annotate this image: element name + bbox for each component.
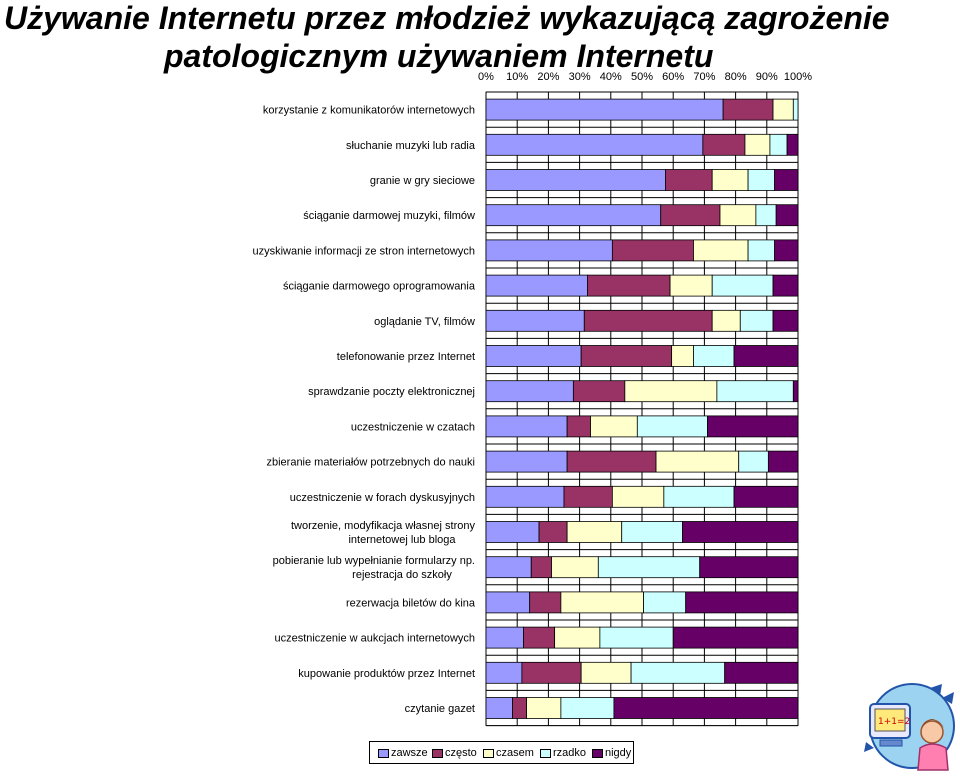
bar-segment-rzadko	[664, 486, 734, 507]
legend-swatch-zawsze	[378, 749, 389, 758]
bar-segment-czasem	[625, 381, 717, 402]
bar-segment-czasem	[712, 170, 748, 191]
bar-segment-zawsze	[486, 662, 522, 683]
category-label-line: rejestracja do szkoły	[352, 569, 452, 582]
bar-segment-nigdy	[708, 416, 798, 437]
category-label: uzyskiwanie informacji ze stron internetowych	[252, 245, 475, 258]
bar-segment-nigdy	[768, 451, 798, 472]
bar-segment-zawsze	[486, 134, 703, 155]
bar-segment-rzadko	[793, 99, 798, 120]
bar-segment-nigdy	[683, 522, 798, 543]
bar-segment-rzadko	[598, 557, 699, 578]
bar-segment-rzadko	[693, 346, 734, 367]
bar-segment-zawsze	[486, 451, 567, 472]
chart-legend	[369, 741, 634, 764]
bar-segment-często	[584, 310, 712, 331]
bar-segment-nigdy	[775, 170, 798, 191]
legend-label-rzadko: rzadko	[553, 747, 587, 759]
bar-segment-rzadko	[717, 381, 793, 402]
bar-segment-czasem	[555, 627, 600, 648]
bar-segment-zawsze	[486, 310, 584, 331]
category-label: czytanie gazet	[404, 703, 475, 715]
bar-segment-często	[612, 240, 693, 261]
legend-item-zawsze	[378, 747, 428, 759]
bar-segment-rzadko	[631, 662, 725, 683]
bar-segment-rzadko	[637, 416, 707, 437]
bar-segment-zawsze	[486, 170, 665, 191]
x-tick-label: 40%	[599, 71, 622, 83]
bar-segment-czasem	[773, 99, 793, 120]
bar-segment-czasem	[561, 592, 644, 613]
category-label-line: pobieranie lub wypełnianie formularzy np.	[272, 555, 475, 568]
bar-segment-zawsze	[486, 486, 564, 507]
category-label: kupowanie produktów przez Internet	[298, 667, 475, 680]
bar-segment-nigdy	[673, 627, 798, 648]
bar-segment-często	[587, 275, 670, 296]
category-label-line: tworzenie, modyfikacja własnej strony	[290, 520, 475, 532]
category-label: uczestniczenie w forach dyskusyjnych	[289, 491, 475, 504]
bar-segment-często	[564, 486, 612, 507]
legend-label-czesto: często	[445, 747, 477, 759]
bar-segment-zawsze	[486, 416, 567, 437]
bar-segment-często	[539, 522, 567, 543]
bar-segment-nigdy	[700, 557, 798, 578]
bar-segment-nigdy	[734, 346, 798, 367]
x-tick-label: 90%	[755, 71, 778, 83]
category-label: oglądanie TV, filmów	[374, 315, 475, 328]
bar-segment-często	[581, 346, 671, 367]
bar-segment-zawsze	[486, 592, 530, 613]
child-at-computer-clipart	[860, 682, 956, 774]
legend-item-nigdy	[592, 747, 631, 759]
legend-swatch-czesto	[432, 749, 443, 758]
bar-segment-nigdy	[787, 134, 798, 155]
legend-label-zawsze: zawsze	[391, 747, 428, 759]
bar-segment-nigdy	[775, 240, 798, 261]
bar-segment-zawsze	[486, 557, 531, 578]
category-label: zbieranie materiałów potrzebnych do nauki	[266, 456, 475, 469]
bar-segment-nigdy	[776, 205, 798, 226]
slide-title-line-1: Używanie Internetu przez młodzież wykazującą zagrożenie	[4, 0, 890, 36]
bar-segment-nigdy	[773, 275, 798, 296]
category-label: korzystanie z komunikatorów internetowych	[262, 104, 475, 117]
bar-segment-rzadko	[770, 134, 787, 155]
bar-segment-zawsze	[486, 627, 523, 648]
bar-segment-rzadko	[712, 275, 773, 296]
svg-text:1+1=2: 1+1=2	[878, 717, 911, 727]
bar-segment-rzadko	[740, 310, 773, 331]
legend-item-czesto	[432, 747, 477, 759]
bar-segment-często	[665, 170, 712, 191]
bar-segment-czasem	[656, 451, 739, 472]
bar-segment-rzadko	[756, 205, 776, 226]
bar-segment-czasem	[720, 205, 756, 226]
bar-segment-nigdy	[686, 592, 798, 613]
x-tick-label: 10%	[506, 71, 529, 83]
category-label: ściąganie darmowej muzyki, filmów	[303, 210, 475, 223]
x-tick-label: 80%	[724, 71, 747, 83]
bar-segment-czasem	[567, 522, 622, 543]
bar-segment-rzadko	[644, 592, 686, 613]
bar-segment-zawsze	[486, 99, 723, 120]
bar-segment-zawsze	[486, 240, 612, 261]
bar-segment-nigdy	[725, 662, 798, 683]
legend-swatch-nigdy	[592, 749, 603, 758]
bar-segment-zawsze	[486, 275, 587, 296]
bar-segment-często	[567, 451, 656, 472]
bar-segment-nigdy	[734, 486, 798, 507]
bar-segment-często	[523, 627, 554, 648]
bar-segment-często	[661, 205, 720, 226]
bar-segment-często	[703, 134, 745, 155]
bar-segment-zawsze	[486, 698, 513, 719]
bar-segment-czasem	[693, 240, 748, 261]
bar-segment-czasem	[612, 486, 663, 507]
legend-item-czasem	[483, 747, 534, 759]
bar-segment-rzadko	[622, 522, 683, 543]
x-tick-label: 0%	[478, 71, 494, 83]
category-label: uczestniczenie w aukcjach internetowych	[274, 632, 475, 645]
bar-segment-rzadko	[739, 451, 769, 472]
legend-label-nigdy: nigdy	[605, 747, 632, 759]
bar-segment-czasem	[670, 275, 712, 296]
category-label: granie w gry sieciowe	[369, 175, 475, 187]
legend-label-czasem: czasem	[496, 747, 534, 759]
bar-segment-rzadko	[748, 170, 775, 191]
bar-segment-rzadko	[748, 240, 775, 261]
bar-segment-czasem	[672, 346, 694, 367]
x-tick-label: 70%	[693, 71, 716, 83]
bar-segment-nigdy	[773, 310, 798, 331]
bar-segment-zawsze	[486, 346, 581, 367]
slide-title-line-2: patologicznym używaniem Internetu	[164, 38, 714, 74]
bar-segment-nigdy	[793, 381, 798, 402]
category-label: sprawdzanie poczty elektronicznej	[308, 386, 475, 399]
category-label	[273, 555, 475, 581]
bar-segment-rzadko	[600, 627, 673, 648]
bar-segment-zawsze	[486, 522, 539, 543]
category-label: telefonowanie przez Internet	[336, 351, 475, 363]
bar-segment-zawsze	[486, 381, 573, 402]
bar-segment-często	[531, 557, 551, 578]
bar-segment-zawsze	[486, 205, 661, 226]
category-label: ściąganie darmowego oprogramowania	[282, 280, 475, 293]
bar-segment-czasem	[552, 557, 599, 578]
x-tick-label: 60%	[662, 71, 685, 83]
bar-segment-czasem	[581, 662, 631, 683]
x-tick-label: 20%	[537, 71, 560, 83]
category-label	[291, 520, 476, 546]
x-tick-label: 100%	[783, 71, 813, 83]
bar-segment-nigdy	[614, 698, 798, 719]
x-tick-label: 50%	[630, 71, 654, 83]
category-label-line: internetowej lub bloga	[348, 534, 456, 546]
x-tick-label: 30%	[568, 71, 591, 83]
bar-segment-rzadko	[561, 698, 614, 719]
legend-item-rzadko	[540, 747, 586, 759]
bar-segment-czasem	[712, 310, 740, 331]
bar-segment-często	[567, 416, 590, 437]
bar-segment-czasem	[591, 416, 638, 437]
bar-segment-czasem	[527, 698, 561, 719]
bar-segment-często	[573, 381, 624, 402]
bar-segment-często	[522, 662, 581, 683]
category-label: słuchanie muzyki lub radia	[345, 139, 475, 152]
bar-segment-czasem	[745, 134, 770, 155]
bar-segment-często	[723, 99, 773, 120]
bar-segment-często	[530, 592, 561, 613]
legend-swatch-rzadko	[540, 749, 551, 758]
legend-swatch-czasem	[483, 749, 494, 758]
category-label: rezerwacja biletów do kina	[345, 597, 475, 610]
category-label: uczestniczenie w czatach	[350, 421, 475, 434]
bar-segment-często	[513, 698, 527, 719]
